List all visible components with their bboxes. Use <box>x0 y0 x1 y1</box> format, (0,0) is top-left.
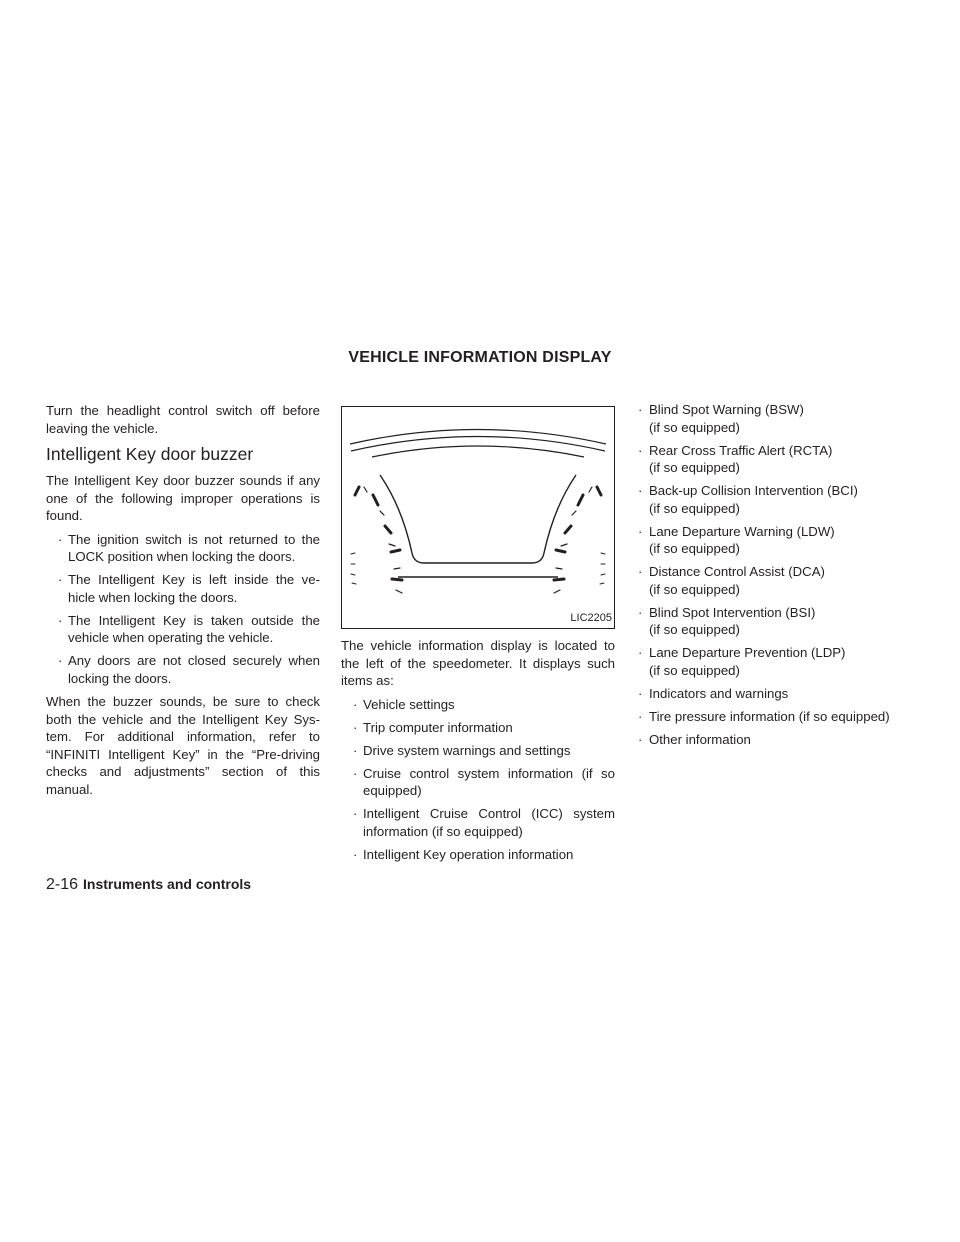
display-items-list <box>341 696 615 864</box>
list-item <box>636 401 910 436</box>
buzzer-conditions-list <box>46 531 320 688</box>
item-text: Distance Control Assist (DCA) <box>649 564 825 579</box>
footer-section-name: Instruments and controls <box>83 876 252 892</box>
item-note: (if so equipped) <box>649 419 740 435</box>
item-text: Lane Departure Warning (LDW) <box>649 523 835 539</box>
item-text: Tire pressure information (if so equipped) <box>649 708 890 724</box>
item-note: (if so equipped) <box>649 622 740 637</box>
item-note: (if so equipped) <box>649 541 740 556</box>
list-item <box>636 644 910 679</box>
list-item <box>636 482 910 517</box>
item-text: Blind Spot Intervention (BSI) <box>649 604 816 620</box>
display-paragraph: The vehicle information display is located to the left of the speedometer. It displays such items as: <box>341 638 615 688</box>
buzzer-paragraph: The Intelligent Key door buzzer sounds if any one of the following improper operations is found. <box>46 473 320 523</box>
heading-door-buzzer: Intelligent Key door buzzer <box>46 444 254 464</box>
list-item <box>636 708 910 726</box>
list-item <box>636 523 910 558</box>
list-item: · Intelligent Key operation information <box>341 846 615 864</box>
list-item <box>636 731 910 749</box>
list-item: · The Intelligent Key is left inside the ve- hicle when locking the doors. <box>46 571 320 606</box>
list-item: · Intelligent Cruise Control (ICC) system information (if so equipped) <box>341 805 615 840</box>
item-text: Lane Departure Prevention (LDP) <box>649 645 846 660</box>
item-note: (if so equipped) <box>649 662 740 678</box>
item-text: Indicators and warnings <box>649 685 789 701</box>
list-item <box>636 563 910 598</box>
instrument-cluster-illustration <box>342 407 614 628</box>
column-middle <box>341 402 615 869</box>
display-items-list-continued <box>636 401 910 748</box>
page-number: 2-16 <box>46 876 79 893</box>
item-text: Back-up Collision Intervention (BCI) <box>649 483 858 498</box>
item-note: (if so equipped) <box>649 500 740 516</box>
intro-paragraph: Turn the headlight control switch off before leaving the vehicle. <box>46 403 320 436</box>
list-item <box>636 685 910 703</box>
buzzer-followup-paragraph: When the buzzer sounds, be sure to check both the vehicle and the Intelligent Key Sys- tem. For additional information, refer to “INFINITI Intelligent Key” in the “Pre-driving checks and adjustments” section of this manual. <box>46 694 320 797</box>
item-text: Other information <box>649 731 751 747</box>
list-item: · Trip computer information <box>341 719 615 737</box>
instrument-cluster-figure <box>341 406 615 629</box>
list-item: · Drive system warnings and settings <box>341 742 615 760</box>
list-item: · Any doors are not closed securely when locking the doors. <box>46 652 320 687</box>
list-item <box>636 442 910 477</box>
column-right <box>636 401 910 754</box>
page-footer <box>46 876 251 894</box>
list-item: · The ignition switch is not returned to the LOCK position when locking the doors. <box>46 531 320 566</box>
item-note: (if so equipped) <box>649 581 740 597</box>
column-left <box>46 402 320 804</box>
item-text: Blind Spot Warning (BSW) <box>649 402 804 417</box>
section-title: VEHICLE INFORMATION DISPLAY <box>348 349 612 366</box>
item-text: Rear Cross Traffic Alert (RCTA) <box>649 442 833 458</box>
list-item: · The Intelligent Key is taken outside the vehicle when operating the vehicle. <box>46 612 320 647</box>
figure-label: LIC2205 <box>570 611 612 624</box>
list-item <box>636 604 910 639</box>
item-note: (if so equipped) <box>649 460 740 475</box>
list-item: · Vehicle settings <box>341 696 615 714</box>
list-item: · Cruise control system information (if so equipped) <box>341 765 615 800</box>
